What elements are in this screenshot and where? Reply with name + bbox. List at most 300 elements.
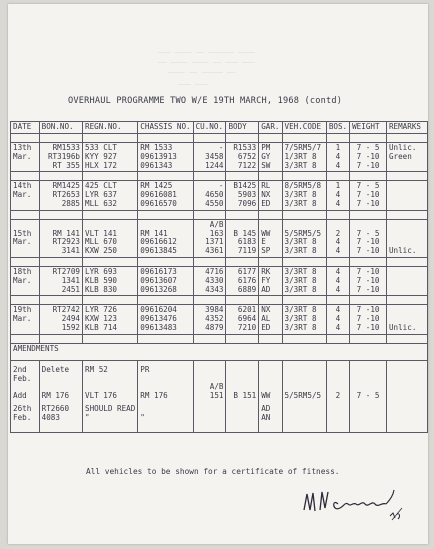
date-line: Mar. xyxy=(13,314,32,324)
body-value: 7122 xyxy=(237,160,257,170)
body-value: 6183 xyxy=(237,237,257,247)
remarks-value: Unlic. xyxy=(388,322,417,332)
document-page xyxy=(8,4,428,544)
amendment-remarks-value xyxy=(389,392,425,401)
regn-no-value: KXW 250 xyxy=(85,246,118,256)
amendment-bon-no-cell xyxy=(39,360,82,433)
cu-no-cell xyxy=(193,266,226,295)
garage-value: ED xyxy=(261,322,271,332)
bon-no-value: RT2923 xyxy=(52,237,80,247)
amendment-date-line: 2nd xyxy=(13,364,27,374)
weight-value: 7 -10 xyxy=(356,322,380,332)
garage-value: RL xyxy=(261,181,271,191)
header-weight: WEIGHT xyxy=(350,122,387,134)
body-cell xyxy=(226,181,259,210)
bon-no-value: RT2742 xyxy=(52,305,80,315)
chassis-no-value: 09616204 xyxy=(140,305,177,315)
regn-no-value: HLX 172 xyxy=(85,160,118,170)
amendment-bon-no-value: 4083 xyxy=(41,412,60,422)
cu-no-cell xyxy=(193,305,226,334)
cu-no-value: - xyxy=(218,181,224,191)
chassis-no-value: RM 1425 xyxy=(140,181,173,191)
amendment-garage-value xyxy=(261,366,279,375)
amendment-veh-code-value: 5/5RM5/5 xyxy=(284,391,322,401)
bos-value: 4 xyxy=(335,275,341,285)
header-chassis-no: CHASSIS NO. xyxy=(138,122,193,134)
cu-no-value: 1244 xyxy=(205,160,224,170)
remarks-value: Unlic. xyxy=(388,143,417,152)
garage-value: PM xyxy=(261,143,271,152)
bos-value: 4 xyxy=(335,305,341,315)
remarks-value xyxy=(389,277,425,286)
regn-no-value: LYR 637 xyxy=(85,190,118,200)
veh-code-value: 3/3RT 8 xyxy=(284,284,317,294)
header-bos: BOS. xyxy=(326,122,349,134)
garage-value: RK xyxy=(261,266,271,276)
chassis-no-cell xyxy=(138,181,193,210)
table-row xyxy=(11,181,428,210)
amendment-weight-value xyxy=(352,405,384,414)
amendment-bon-no-value: Delete xyxy=(41,364,70,374)
amendment-date-line: Add xyxy=(13,391,27,401)
cu-no-cell xyxy=(193,181,226,210)
regn-no-value: KLB 714 xyxy=(85,322,118,332)
cu-no-cell xyxy=(193,143,226,172)
date-line: 18th xyxy=(13,266,32,276)
bos-cell xyxy=(326,305,349,334)
table-row xyxy=(11,219,428,257)
remarks-cell xyxy=(386,143,427,172)
amendment-regn-no-value: " xyxy=(85,412,90,422)
date-cell xyxy=(11,143,40,172)
chassis-no-value: 09613268 xyxy=(140,284,177,294)
body-cell xyxy=(226,219,259,257)
amendment-date-cell xyxy=(11,360,40,433)
header-remarks: REMARKS xyxy=(386,122,427,134)
date-cell xyxy=(11,266,40,295)
chassis-no-value: 0961343 xyxy=(140,160,173,170)
amendment-bos-value xyxy=(329,405,347,414)
garage-value: SP xyxy=(261,246,271,256)
remarks-cell xyxy=(386,219,427,257)
bos-value: 1 xyxy=(335,143,341,152)
header-bon-no: BON.NO. xyxy=(39,122,82,134)
regn-no-cell xyxy=(83,143,138,172)
chassis-no-value: 09613913 xyxy=(140,151,177,161)
remarks-value xyxy=(389,182,425,191)
amendment-cu-no-value: 151 xyxy=(209,391,224,401)
remarks-value xyxy=(389,286,425,295)
header-body: BODY xyxy=(226,122,259,134)
bos-value: 4 xyxy=(335,198,341,208)
garage-value: GY xyxy=(261,151,271,161)
amendment-regn-no-value: RM 52 xyxy=(85,364,108,374)
veh-code-value: 3/3RT 8 xyxy=(284,246,317,256)
cu-no-value: 163 xyxy=(209,228,224,238)
amendment-veh-code-value xyxy=(285,366,324,375)
body-value: 7119 xyxy=(237,246,257,256)
amendments-row xyxy=(11,360,428,433)
chassis-no-value: 09616570 xyxy=(140,198,177,208)
veh-code-value: 3/3RT 8 xyxy=(284,275,317,285)
spacer-row xyxy=(11,296,428,305)
regn-no-value: LYR 693 xyxy=(85,266,118,276)
header-cu-no: CU.NO. xyxy=(193,122,226,134)
chassis-no-value: 09613607 xyxy=(140,275,177,285)
date-line: Mar. xyxy=(13,190,32,200)
chassis-no-cell xyxy=(138,219,193,257)
cu-no-value: A/B xyxy=(209,219,224,229)
regn-no-value: VLT 141 xyxy=(85,228,118,238)
bon-no-value: 1592 xyxy=(61,322,80,332)
bon-no-value: 2494 xyxy=(61,314,80,324)
amendment-remarks-value xyxy=(389,366,425,375)
remarks-value xyxy=(389,221,425,230)
garage-value: E xyxy=(261,237,266,247)
amendment-regn-no-cell xyxy=(83,360,138,433)
weight-value: 7 -10 xyxy=(356,151,380,161)
body-cell xyxy=(226,305,259,334)
signature xyxy=(298,480,408,526)
date-line: Mar. xyxy=(13,237,32,247)
bos-cell xyxy=(326,266,349,295)
veh-code-cell xyxy=(282,305,326,334)
body-value: 7096 xyxy=(237,198,257,208)
bos-cell xyxy=(326,181,349,210)
remarks-value xyxy=(389,200,425,209)
veh-code-value: 3/3RT 8 xyxy=(284,314,317,324)
cu-no-value: 4550 xyxy=(205,198,224,208)
amendment-bos-cell xyxy=(326,360,349,433)
header-garage: GAR. xyxy=(259,122,282,134)
body-value: 6752 xyxy=(237,151,257,161)
body-value: 7210 xyxy=(237,322,257,332)
bos-value: 2 xyxy=(335,228,341,238)
amendment-veh-code-value xyxy=(285,405,324,414)
veh-code-value: 3/3RT 8 xyxy=(284,160,317,170)
overhaul-table xyxy=(10,121,428,433)
chassis-no-value: 09613483 xyxy=(140,322,177,332)
amendment-date-line: Feb. xyxy=(13,373,32,383)
garage-cell xyxy=(259,219,282,257)
amendment-body-value xyxy=(228,366,256,375)
body-value: R1533 xyxy=(233,143,257,152)
bon-no-cell xyxy=(39,181,82,210)
cu-no-value: 1371 xyxy=(205,237,224,247)
bon-no-value: 2885 xyxy=(61,198,80,208)
amendment-date-line xyxy=(13,423,37,432)
chassis-no-cell xyxy=(138,305,193,334)
bos-value: 4 xyxy=(335,190,341,200)
weight-value: 7 -10 xyxy=(356,237,380,247)
veh-code-value: 1/3RT 8 xyxy=(284,151,317,161)
bos-value: 4 xyxy=(335,160,341,170)
amendment-weight-value: 7 - 5 xyxy=(356,391,380,401)
weight-value: 7 -10 xyxy=(356,246,380,256)
amendment-chassis-no-value: " xyxy=(140,412,145,422)
date-line: Mar. xyxy=(13,275,32,285)
weight-cell xyxy=(350,266,387,295)
amendment-chassis-no-value: PR xyxy=(140,364,150,374)
remarks-cell xyxy=(386,181,427,210)
regn-no-value: LYR 726 xyxy=(85,305,118,315)
garage-value: NX xyxy=(261,190,271,200)
weight-value: 7 - 5 xyxy=(356,143,380,152)
date-cell xyxy=(11,305,40,334)
veh-code-value: 3/3RT 8 xyxy=(284,237,317,247)
body-cell xyxy=(226,143,259,172)
cu-no-value: 4330 xyxy=(205,275,224,285)
regn-no-value: 425 CLT xyxy=(85,181,118,191)
amendment-body-value: B 151 xyxy=(233,391,257,401)
garage-cell xyxy=(259,181,282,210)
veh-code-cell xyxy=(282,143,326,172)
weight-value: 7 -10 xyxy=(356,160,380,170)
garage-cell xyxy=(259,266,282,295)
remarks-cell xyxy=(386,266,427,295)
amendment-bon-no-value: RM 176 xyxy=(41,391,70,401)
amendment-cu-no-cell xyxy=(193,360,226,433)
cu-no-value: 3984 xyxy=(205,305,224,315)
amendment-body-value xyxy=(228,414,256,423)
veh-code-value: 8/5RM5/8 xyxy=(284,181,322,191)
header-regn-no: REGN.NO. xyxy=(83,122,138,134)
regn-no-cell xyxy=(83,266,138,295)
amendment-garage-value: WW xyxy=(261,391,271,401)
spacer-row xyxy=(11,134,428,143)
garage-value: WW xyxy=(261,228,271,238)
amendment-cu-no-value: A/B xyxy=(209,382,224,392)
header-date: DATE xyxy=(11,122,40,134)
table-row xyxy=(11,305,428,334)
amendment-weight-value xyxy=(352,414,384,423)
bon-no-value: 1341 xyxy=(61,275,80,285)
veh-code-value: 3/3RT 8 xyxy=(284,266,317,276)
veh-code-value: 3/3RT 8 xyxy=(284,305,317,315)
date-line: 19th xyxy=(13,305,32,315)
amendment-veh-code-value xyxy=(285,414,324,423)
bos-value: 4 xyxy=(335,284,341,294)
remarks-value: Green xyxy=(388,151,412,161)
chassis-no-value: 09616173 xyxy=(140,266,177,276)
weight-value: 7 -10 xyxy=(356,314,380,324)
amendment-regn-no-value: SHOULD READ xyxy=(85,403,136,413)
weight-cell xyxy=(350,143,387,172)
amendment-bon-no-value: RT2660 xyxy=(41,403,70,413)
chassis-no-cell xyxy=(138,143,193,172)
bos-value: 4 xyxy=(335,322,341,332)
body-value: 6964 xyxy=(237,314,257,324)
chassis-no-value: 09613476 xyxy=(140,314,177,324)
bon-no-value: RT3196b xyxy=(47,151,80,161)
remarks-value: Unlic. xyxy=(388,246,417,256)
bon-no-value: RT2653 xyxy=(52,190,80,200)
regn-no-value: KLB 590 xyxy=(85,275,118,285)
regn-no-value: MLL 670 xyxy=(85,237,118,247)
cu-no-cell xyxy=(193,219,226,257)
cu-no-value: - xyxy=(218,143,224,152)
cu-no-value: 4343 xyxy=(205,284,224,294)
header-veh-code: VEH.CODE xyxy=(282,122,326,134)
veh-code-value: 3/3RT 8 xyxy=(284,198,317,208)
weight-value: 7 -10 xyxy=(356,198,380,208)
amendment-weight-cell xyxy=(350,360,387,433)
bos-value: 4 xyxy=(335,266,341,276)
amendment-bos-value xyxy=(329,414,347,423)
date-line: 15th xyxy=(13,228,32,238)
amendment-garage-value: AN xyxy=(261,412,271,422)
chassis-no-cell xyxy=(138,266,193,295)
garage-value: FY xyxy=(261,275,271,285)
amendment-cu-no-value xyxy=(196,405,224,414)
bos-value: 1 xyxy=(335,181,341,191)
bon-no-value: RM1533 xyxy=(52,143,80,152)
amendments-label: AMENDMENTS xyxy=(11,343,428,360)
date-line: 13th xyxy=(13,143,32,152)
weight-value: 7 -10 xyxy=(356,284,380,294)
garage-value: NX xyxy=(261,305,271,315)
veh-code-cell xyxy=(282,219,326,257)
date-cell xyxy=(11,181,40,210)
amendment-garage-cell xyxy=(259,360,282,433)
remarks-cell xyxy=(386,305,427,334)
amendment-bos-value xyxy=(329,366,347,375)
bos-value: 4 xyxy=(335,246,341,256)
remarks-value xyxy=(389,191,425,200)
date-line: Mar. xyxy=(13,151,32,161)
bon-no-value: RT2709 xyxy=(52,266,80,276)
regn-no-value: KLB 830 xyxy=(85,284,118,294)
amendment-remarks-value xyxy=(389,405,425,414)
amendment-cu-no-value xyxy=(196,414,224,423)
cu-no-value: 4361 xyxy=(205,246,224,256)
amendment-regn-no-value: VLT 176 xyxy=(85,391,118,401)
weight-value: 7 -10 xyxy=(356,190,380,200)
body-value: B 145 xyxy=(233,228,257,238)
amendment-date-line: Feb. xyxy=(13,412,32,422)
regn-no-value: MLL 632 xyxy=(85,198,118,208)
garage-value: AD xyxy=(261,284,271,294)
veh-code-value: 7/5RM5/7 xyxy=(284,143,322,152)
body-value: 6201 xyxy=(237,305,257,315)
veh-code-value: 3/3RT 8 xyxy=(284,190,317,200)
regn-no-value: 533 CLT xyxy=(85,143,118,152)
garage-cell xyxy=(259,143,282,172)
bos-value: 4 xyxy=(335,151,341,161)
date-line: 14th xyxy=(13,181,32,191)
bos-value: 4 xyxy=(335,237,341,247)
footnote: All vehicles to be shown for a certificate of fitness. xyxy=(86,467,340,476)
bos-cell xyxy=(326,219,349,257)
garage-value: AL xyxy=(261,314,271,324)
body-value: B1425 xyxy=(233,181,257,191)
table-row xyxy=(11,266,428,295)
body-value: 6176 xyxy=(237,275,257,285)
show-through-text: ——— ———— —— —————— ———— —— ———— ———— —— ——— ——— ———— —— ————— —— ——— ——— xyxy=(158,48,255,88)
amendment-weight-value xyxy=(352,366,384,375)
chassis-no-value: 09613845 xyxy=(140,246,177,256)
bon-no-value: RM 141 xyxy=(52,228,80,238)
weight-value: 7 - 5 xyxy=(356,181,380,191)
amendment-remarks-value xyxy=(389,383,425,392)
remarks-value xyxy=(389,268,425,277)
chassis-no-value: RM 1533 xyxy=(140,143,173,152)
garage-value: SW xyxy=(261,160,271,170)
cu-no-value: 3458 xyxy=(205,151,224,161)
table-row xyxy=(11,143,428,172)
chassis-no-value: RM 141 xyxy=(140,228,168,238)
amendment-bos-value: 2 xyxy=(335,391,341,401)
veh-code-value: 3/3RT 8 xyxy=(284,322,317,332)
regn-no-cell xyxy=(83,181,138,210)
remarks-value xyxy=(389,306,425,315)
body-cell xyxy=(226,266,259,295)
bos-cell xyxy=(326,143,349,172)
chassis-no-value: 09616612 xyxy=(140,237,177,247)
spacer-row xyxy=(11,172,428,181)
amendment-chassis-no-value xyxy=(140,405,190,414)
amendment-remarks-cell xyxy=(386,360,427,433)
amendment-date-line: 26th xyxy=(13,403,32,413)
bon-no-cell xyxy=(39,219,82,257)
garage-cell xyxy=(259,305,282,334)
cu-no-value: 4650 xyxy=(205,190,224,200)
amendment-cu-no-value xyxy=(196,366,224,375)
weight-value: 7 -10 xyxy=(356,305,380,315)
weight-cell xyxy=(350,181,387,210)
veh-code-cell xyxy=(282,181,326,210)
bon-no-value: RM1425 xyxy=(52,181,80,191)
amendment-remarks-value xyxy=(389,414,425,423)
bon-no-cell xyxy=(39,143,82,172)
amendment-chassis-no-cell xyxy=(138,360,193,433)
bon-no-value: 2451 xyxy=(61,284,80,294)
regn-no-cell xyxy=(83,219,138,257)
amendment-garage-value: AD xyxy=(261,403,271,413)
amendment-body-value xyxy=(228,405,256,414)
cu-no-value: 4716 xyxy=(205,266,224,276)
regn-no-value: KXW 123 xyxy=(85,314,118,324)
cu-no-value: 4879 xyxy=(205,322,224,332)
bon-no-cell xyxy=(39,266,82,295)
body-value: 6177 xyxy=(237,266,257,276)
bon-no-value: RT 355 xyxy=(52,160,80,170)
remarks-value xyxy=(389,162,425,171)
regn-no-cell xyxy=(83,305,138,334)
table-header-row xyxy=(11,122,428,134)
weight-value: 7 - 5 xyxy=(356,228,380,238)
spacer-row xyxy=(11,334,428,343)
amendment-chassis-no-value: RM 176 xyxy=(140,391,168,401)
bos-value: 4 xyxy=(335,314,341,324)
chassis-no-value: 09616081 xyxy=(140,190,177,200)
body-value: 6889 xyxy=(237,284,257,294)
amendment-body-cell xyxy=(226,360,259,433)
cu-no-value: 4352 xyxy=(205,314,224,324)
veh-code-value: 5/5RM5/5 xyxy=(284,228,322,238)
remarks-value xyxy=(389,230,425,239)
amendment-veh-code-cell xyxy=(282,360,326,433)
veh-code-cell xyxy=(282,266,326,295)
weight-value: 7 -10 xyxy=(356,266,380,276)
body-value: 5903 xyxy=(237,190,257,200)
spacer-row xyxy=(11,257,428,266)
weight-cell xyxy=(350,219,387,257)
bon-no-cell xyxy=(39,305,82,334)
spacer-row xyxy=(11,210,428,219)
date-cell xyxy=(11,219,40,257)
weight-value: 7 -10 xyxy=(356,275,380,285)
